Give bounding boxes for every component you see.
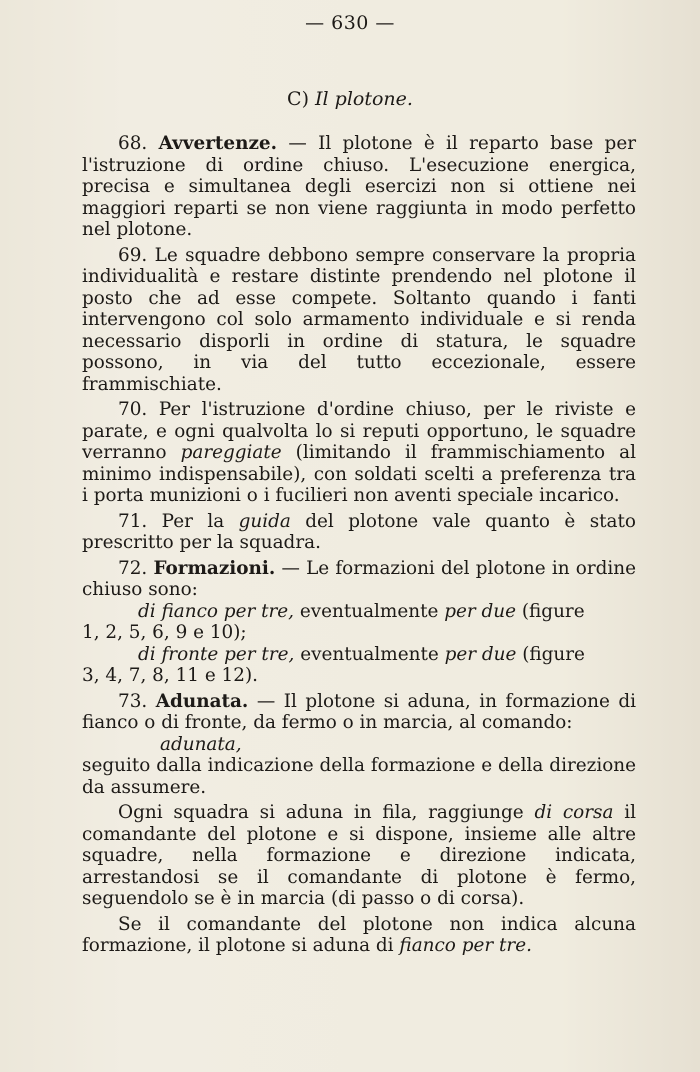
formation-front-line1 xyxy=(82,644,636,666)
p74-text-b: il comandante del plotone e si dispone, insieme alle altre squadre, nella formazione e direzione indicata, arrestandosi se il comandante di plotone è fermo, seguendolo se è in marcia (di passo o di corsa). xyxy=(82,802,636,909)
p73-number: 73. xyxy=(118,690,156,712)
paragraph-squad xyxy=(82,802,636,910)
p68-heading: Avvertenze. xyxy=(158,133,277,154)
formation-flank-line1 xyxy=(82,601,636,623)
formation-front-tail: (figure xyxy=(516,643,585,665)
p68-number: 68. xyxy=(118,133,159,154)
p75-text-a: Se il comandante del plotone non indica alcuna formazione, il plotone si aduna di xyxy=(82,913,636,956)
p71-emphasis: guida xyxy=(238,510,291,532)
p75-emphasis: fianco per tre. xyxy=(399,935,532,956)
page-number: — 630 — xyxy=(305,12,395,34)
section-title-text: Il plotone. xyxy=(315,88,413,110)
p71-text-a: 71. Per la xyxy=(118,510,239,532)
p69-text: 69. Le squadre debbono sempre conservare la propria individualità e restare distinte prendendo nel plotone il posto che ad esse compete. Soltanto quando i fanti intervengono col solo armamento individuale e si renda necessario disporli in ordine di statura, le squadre possono, in via del tutto eccezionale, essere frammischiate. xyxy=(82,244,636,395)
paragraph-default-formation xyxy=(82,914,636,957)
p74-text-a: Ogni squadra si aduna in fila, raggiunge xyxy=(118,802,535,823)
p73-text: — Il plotone si aduna, in formazione di fianco o di fronte, da fermo o in marcia, al comando: xyxy=(82,690,636,733)
formation-flank-em1: di fianco per tre, xyxy=(138,600,294,622)
p71-text-b: del plotone vale quanto è stato prescritto per la squadra. xyxy=(82,510,636,553)
p70-text-a: 70. Per l'istruzione d'ordine chiuso, per le riviste e parate, e ogni qualvolta lo si reputi opportuno, le squadre verranno xyxy=(82,399,636,463)
section-title xyxy=(0,88,700,110)
formation-front-em1: di fronte per tre, xyxy=(138,643,295,665)
p73-after: seguito dalla indicazione della formazione e della direzione da assumere. xyxy=(82,755,636,798)
formation-front xyxy=(82,644,636,687)
formation-flank-mid: eventualmente xyxy=(294,600,445,622)
p74-emphasis: di corsa xyxy=(534,802,614,823)
paragraph-72 xyxy=(82,558,636,601)
formation-flank xyxy=(82,601,636,644)
p70-text-b: (limitando il frammischiamento al minimo indispensabile), con soldati scelti a preferenza tra i porta munizioni o i fucilieri non aventi speciale incarico. xyxy=(82,442,636,506)
p72-heading: Formazioni. xyxy=(153,557,276,579)
p68-text: — Il plotone è il reparto base per l'istruzione di ordine chiuso. L'esecuzione energica, precisa e simultanea degli esercizi non si ottiene nei maggiori reparti se non viene raggiunta in modo perfetto nel plotone. xyxy=(82,133,636,240)
p72-text: — Le formazioni del plotone in ordine chiuso sono: xyxy=(82,557,637,600)
paragraph-70 xyxy=(82,399,636,507)
formation-front-mid: eventualmente xyxy=(294,643,445,665)
section-prefix: C) xyxy=(287,88,316,110)
formation-front-em2: per due xyxy=(444,643,517,665)
command-adunata: adunata, xyxy=(160,733,242,755)
p70-emphasis: pareggiate xyxy=(180,442,282,463)
p73-heading: Adunata. xyxy=(155,690,249,712)
paragraph-69 xyxy=(82,245,636,396)
formation-front-figures: 3, 4, 7, 8, 11 e 12). xyxy=(82,665,258,686)
formation-flank-em2: per due xyxy=(444,600,517,622)
paragraph-71 xyxy=(82,511,636,554)
paragraph-68 xyxy=(82,133,636,241)
formation-flank-tail: (figure xyxy=(516,600,585,622)
paragraph-73 xyxy=(82,691,636,734)
formation-flank-figures: 1, 2, 5, 6, 9 e 10); xyxy=(82,622,247,643)
p72-number: 72. xyxy=(118,557,154,579)
body-text xyxy=(82,133,636,961)
